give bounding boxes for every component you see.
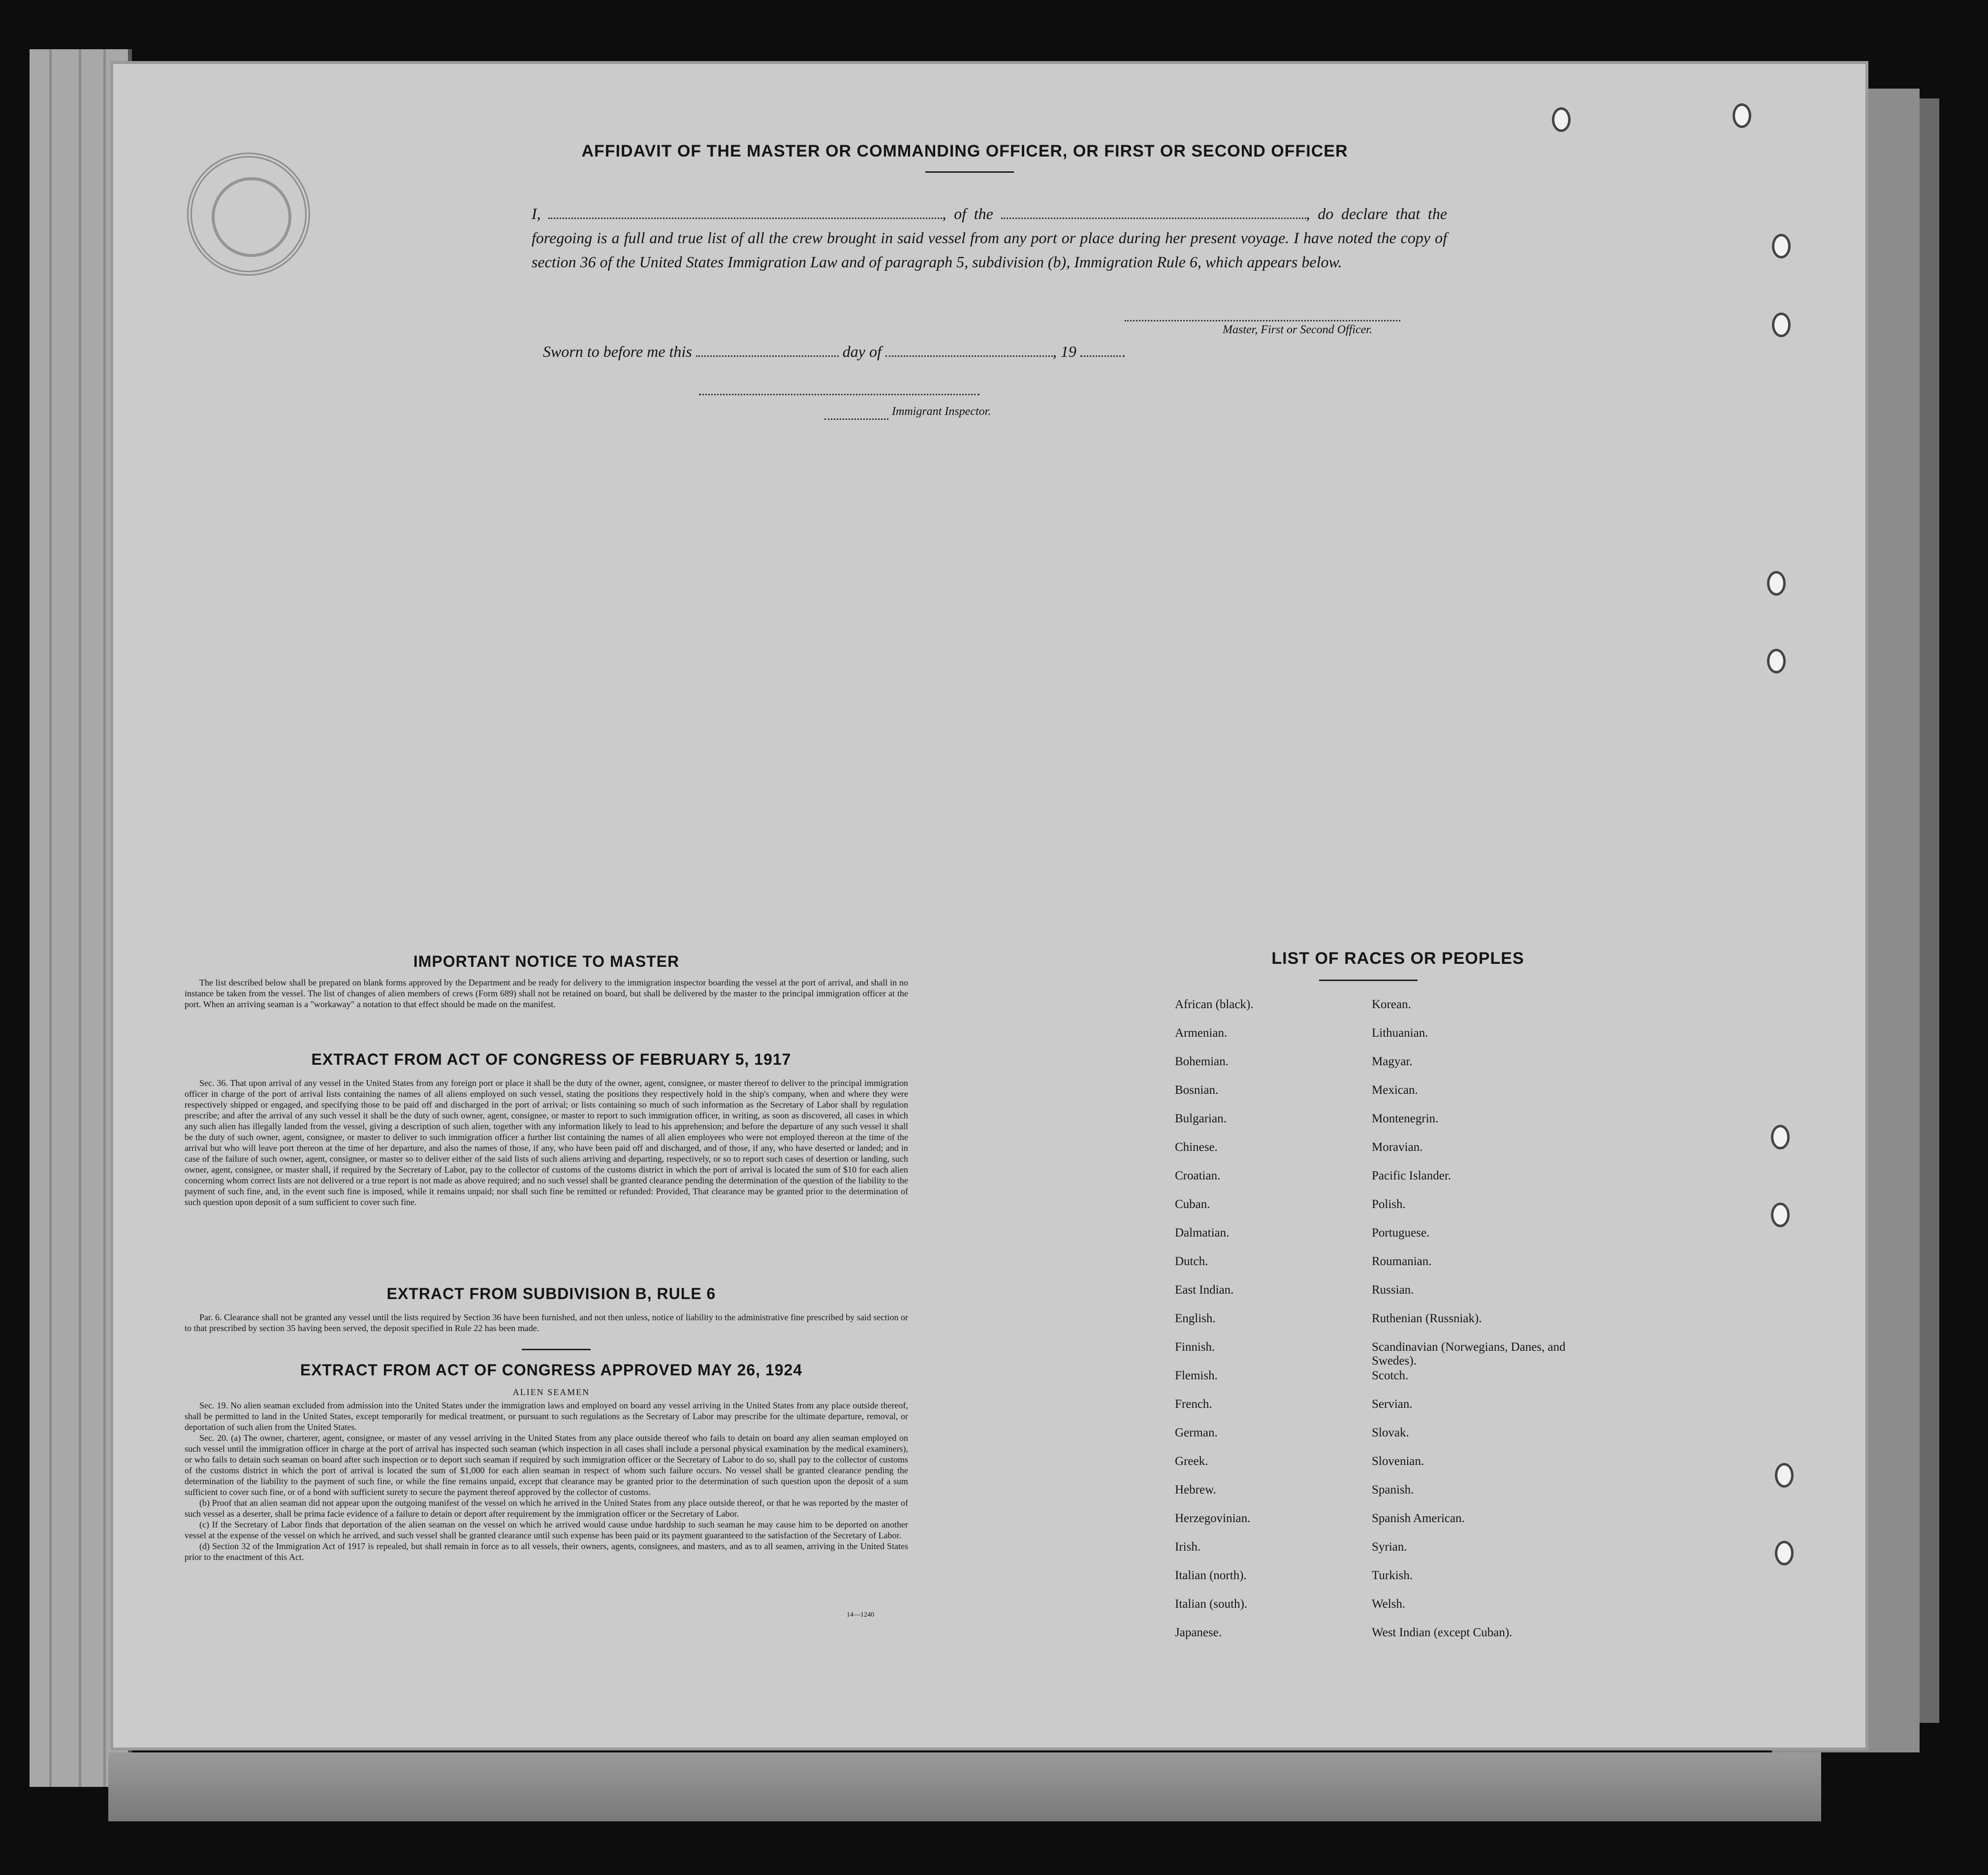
affidavit-title: AFFIDAVIT OF THE MASTER OR COMMANDING OFFICER, OR FIRST OR SECOND OFFICER [581, 142, 1348, 160]
race-item: Italian (north). [1175, 1569, 1247, 1582]
extract-1924-paragraph: (d) Section 32 of the Immigration Act of 1917 is repealed, but shall remain in force as to all vessels, their owners, agents, consignees, and masters, and as to all seamen, arriving in the United States prior to the enactment of this Act. [185, 1541, 908, 1562]
race-item: Mexican. [1372, 1083, 1418, 1097]
race-item: Roumanian. [1372, 1255, 1432, 1268]
race-item: English. [1175, 1312, 1216, 1325]
race-item: African (black). [1175, 998, 1254, 1011]
sworn-statement [543, 343, 1125, 361]
sworn-day-field[interactable] [696, 355, 839, 357]
races-title-rule [1319, 980, 1418, 981]
extract-1924-title: EXTRACT FROM ACT OF CONGRESS APPROVED MAY 26, 1924 [300, 1361, 803, 1379]
title-rule [925, 171, 1014, 173]
declaration-i-label: I, [532, 205, 541, 222]
race-item: Slovak. [1372, 1426, 1409, 1439]
inspector-signature-line[interactable] [699, 394, 979, 395]
race-item: Pacific Islander. [1372, 1169, 1452, 1182]
race-item: Lithuanian. [1372, 1026, 1428, 1040]
race-item: East Indian. [1175, 1283, 1234, 1297]
race-item: Montenegrin. [1372, 1112, 1439, 1125]
race-item: Dalmatian. [1175, 1226, 1230, 1239]
notice-text [185, 977, 908, 1010]
extract-rule6-title: EXTRACT FROM SUBDIVISION B, RULE 6 [386, 1285, 716, 1303]
sworn-prefix: Sworn to before me this [543, 343, 692, 360]
section-divider [522, 1349, 591, 1350]
vessel-name-field[interactable] [1001, 218, 1306, 219]
race-item: Scotch. [1372, 1369, 1409, 1382]
officer-signature-line[interactable] [1125, 320, 1400, 321]
race-item: Finnish. [1175, 1340, 1215, 1354]
race-item: Dutch. [1175, 1255, 1208, 1268]
race-item: Slovenian. [1372, 1455, 1424, 1468]
race-item: Servian. [1372, 1398, 1413, 1411]
ledger-vertical-rule [79, 49, 81, 1787]
races-left-column [1175, 998, 1372, 1654]
races-list-title: LIST OF RACES OR PEOPLES [1271, 949, 1524, 968]
punch-hole [1733, 103, 1751, 128]
punch-hole [1775, 1541, 1794, 1565]
race-item: Welsh. [1372, 1597, 1406, 1611]
extract-1924-paragraph: (c) If the Secretary of Labor finds that deportation of the alien seaman on the vessel on which he arrived would cause undue hardship to such seaman he may cause him to be deported on another vessel at the expense of the vessel on which he arrived, and such vessel shall be granted clearance until such expense has been paid or its payment guaranteed to the satisfaction of the Secretary of Labor. [185, 1520, 908, 1540]
punch-hole [1772, 234, 1791, 258]
race-item: Portuguese. [1372, 1226, 1430, 1239]
punch-hole [1771, 1203, 1790, 1227]
race-item: Italian (south). [1175, 1597, 1248, 1611]
extract-rule6-text [185, 1312, 908, 1334]
race-item: Chinese. [1175, 1141, 1218, 1154]
race-item: Spanish. [1372, 1483, 1414, 1496]
race-item: Moravian. [1372, 1141, 1423, 1154]
inspector-name-dots [824, 418, 888, 420]
race-item: Irish. [1175, 1540, 1201, 1554]
race-item: Croatian. [1175, 1169, 1221, 1182]
alien-seamen-subtitle: ALIEN SEAMEN [512, 1387, 590, 1397]
race-item: Turkish. [1372, 1569, 1413, 1582]
sworn-month-field[interactable] [885, 355, 1053, 357]
ledger-vertical-rule [49, 49, 52, 1787]
race-item: Greek. [1175, 1455, 1208, 1468]
punch-hole [1767, 649, 1786, 673]
race-item: Bulgarian. [1175, 1112, 1227, 1125]
race-item: Magyar. [1372, 1055, 1413, 1068]
extract-1924-paragraph: Sec. 19. No alien seaman excluded from admission into the United States under the immigration laws and employed on board any vessel arriving in the United States from any place outside thereof, shall be permitted to land in the United States, except temporarily for medical treatment, or pursuant to such regulations as the Secretary of Labor may prescribe for the ultimate departure, removal, or deportation of such alien from the United States. [185, 1400, 908, 1432]
extract-1917-text [185, 1078, 908, 1208]
race-item: Flemish. [1175, 1369, 1218, 1382]
race-item: Ruthenian (Russniak). [1372, 1312, 1482, 1325]
race-item: French. [1175, 1398, 1212, 1411]
declarant-name-field[interactable] [548, 218, 942, 219]
sworn-day-label: day of [842, 343, 882, 360]
inspector-label: Immigrant Inspector. [892, 405, 991, 418]
extract-1917-paragraph: Sec. 36. That upon arrival of any vessel in the United States from any foreign port or place it shall be the duty of the owner, agent, consignee, or master thereof to deliver to the principal immigration officer in charge of the port of arrival lists containing the names of all aliens employed on such vessel, stating the positions they respectively hold in the ship's company, when and where they were respectively shipped or engaged, and specifying those to be paid off and discharged in the port of arrival; or lists containing so much of such information as the Secretary of Labor shall by regulation prescribe; and after the arrival of any such vessel it shall be the duty of such owner, agent, consignee, or master to report to such immigration officer, in writing, as soon as discovered, all cases in which any such alien has illegally landed from the vessel, giving a description of such alien, together with any information likely to lead to his apprehension; and before the departure of any such vessel it shall be the duty of such owner, agent, consignee, or master to deliver to such immigration officer a further list containing the names of all alien employees who were not employed thereon at the time of the arrival but who will leave port thereon at the time of her departure, and also the names of those, if any, who have been paid off and discharged, and of those, if any, who have deserted or landed; and in case of the failure of such owner, agent, consignee, or master so to deliver either of the said lists of such aliens arriving and departing, respectively, or so to report such cases of desertion or landing, such owner, agent, consignee, or master shall, if required by the Secretary of Labor, pay to the collector of customs of the customs district in which the port of arrival is located the sum of $10 for each alien concerning whom correct lists are not delivered or a true report is not made as above required; and no such vessel shall be granted clearance pending the determination of the question of the liability to the payment of such fine, and, in the event such fine is imposed, while it remains unpaid; nor shall such fine be remitted or refunded: Provided, That clearance may be granted prior to the determination of such question upon deposit of a sum sufficient to cover such fine. [185, 1078, 908, 1207]
ledger-vertical-rule [103, 49, 106, 1787]
notice-paragraph: The list described below shall be prepared on blank forms approved by the Department and be ready for delivery to the immigration inspector boarding the vessel at the port of arrival, and shall in no instance be taken from the vessel. The list of changes of alien members of crews (Form 689) shall not be retained on board, but shall be delivered by the master to the principal immigration officer at the port. When an arriving seaman is a "workaway" a notation to that effect should be made on the manifest. [185, 978, 908, 1009]
extract-1924-text [185, 1400, 908, 1562]
race-item: Scandinavian (Norwegians, Danes, and Swedes). [1372, 1340, 1566, 1367]
declaration-do-declare-label: , do declare [1306, 205, 1388, 222]
race-item: Polish. [1372, 1198, 1406, 1211]
officer-signature-label: Master, First or Second Officer. [1223, 323, 1372, 336]
punch-hole [1552, 107, 1571, 132]
race-item: Japanese. [1175, 1626, 1222, 1639]
sworn-year-label: , 19 [1052, 343, 1076, 360]
race-item: Syrian. [1372, 1540, 1407, 1554]
extract-1924-paragraph: (b) Proof that an alien seaman did not appear upon the outgoing manifest of the vessel on which he arrived in the United States from any place outside thereof, or that he was reported by the master of such vessel as a deserter, shall be prima facie evidence of a failure to detain or deport after requirement by the immigration officer or the Secretary of Labor. [185, 1498, 908, 1519]
race-item: Bosnian. [1175, 1083, 1219, 1097]
race-item: German. [1175, 1426, 1218, 1439]
punch-hole [1767, 571, 1786, 596]
circular-stamp [187, 153, 310, 276]
race-item: Cuban. [1175, 1198, 1210, 1211]
extract-1924-paragraph: Sec. 20. (a) The owner, charterer, agent, consignee, or master of any vessel arriving in the United States from any place outside thereof who fails to detain on board any alien seaman employed on such vessel until the immigration officer in charge at the port of arrival has inspected such seaman (which inspection in all cases shall include a personal physical examination by the medical examiners), or who fails to detain such seaman on board after such inspection or to deport such seaman if required by such immigration officer or the Secretary of Labor to do so, shall pay to the collector of customs of the customs district in which the port of arrival is located the sum of $1,000 for each alien seaman in respect of whom such failure occurs. No vessel shall be granted clearance pending the determination of the liability to the payment of such fine, or while the fine remains unpaid, except that clearance may be granted prior to the determination of such question upon the deposit of a sum sufficient to cover such fine, or of a bond with sufficient surety to secure the payment thereof approved by the collector of customs. [185, 1433, 908, 1497]
affidavit-declaration [532, 202, 1447, 274]
declaration-of-the-label: , of the [942, 205, 993, 222]
races-right-column [1372, 998, 1569, 1654]
race-item: West Indian (except Cuban). [1372, 1626, 1513, 1639]
form-number: 14—1240 [847, 1611, 874, 1619]
notice-title: IMPORTANT NOTICE TO MASTER [413, 953, 680, 970]
race-item: Spanish American. [1372, 1512, 1465, 1525]
race-item: Armenian. [1175, 1026, 1228, 1040]
race-item: Hebrew. [1175, 1483, 1216, 1496]
declaration-text: that the foregoing is a full and true list of all the crew brought in said vessel from any port or place during her present voyage. I have noted the copy of section 36 of the United States Immigration Law and of paragraph 5, subdivision (b), Immigration Rule 6, which appears below. [532, 205, 1448, 271]
race-item: Korean. [1372, 998, 1411, 1011]
page-stack-bottom [108, 1752, 1821, 1821]
race-item: Bohemian. [1175, 1055, 1229, 1068]
punch-hole [1771, 1125, 1790, 1149]
extract-1917-title: EXTRACT FROM ACT OF CONGRESS OF FEBRUARY 5, 1917 [311, 1050, 791, 1068]
punch-hole [1772, 313, 1791, 337]
race-item: Herzegovinian. [1175, 1512, 1251, 1525]
sworn-year-field[interactable] [1080, 355, 1125, 357]
extract-rule6-paragraph: Par. 6. Clearance shall not be granted any vessel until the lists required by Section 36 have been furnished, and not then unless, notice of liability to the administrative fine prescribed by said section or to that prescribed by section 35 having been served, the deposit specified in Rule 22 has been made. [185, 1312, 908, 1333]
race-item: Russian. [1372, 1283, 1414, 1297]
stamp-inner-ring [212, 177, 291, 257]
punch-hole [1775, 1463, 1794, 1488]
